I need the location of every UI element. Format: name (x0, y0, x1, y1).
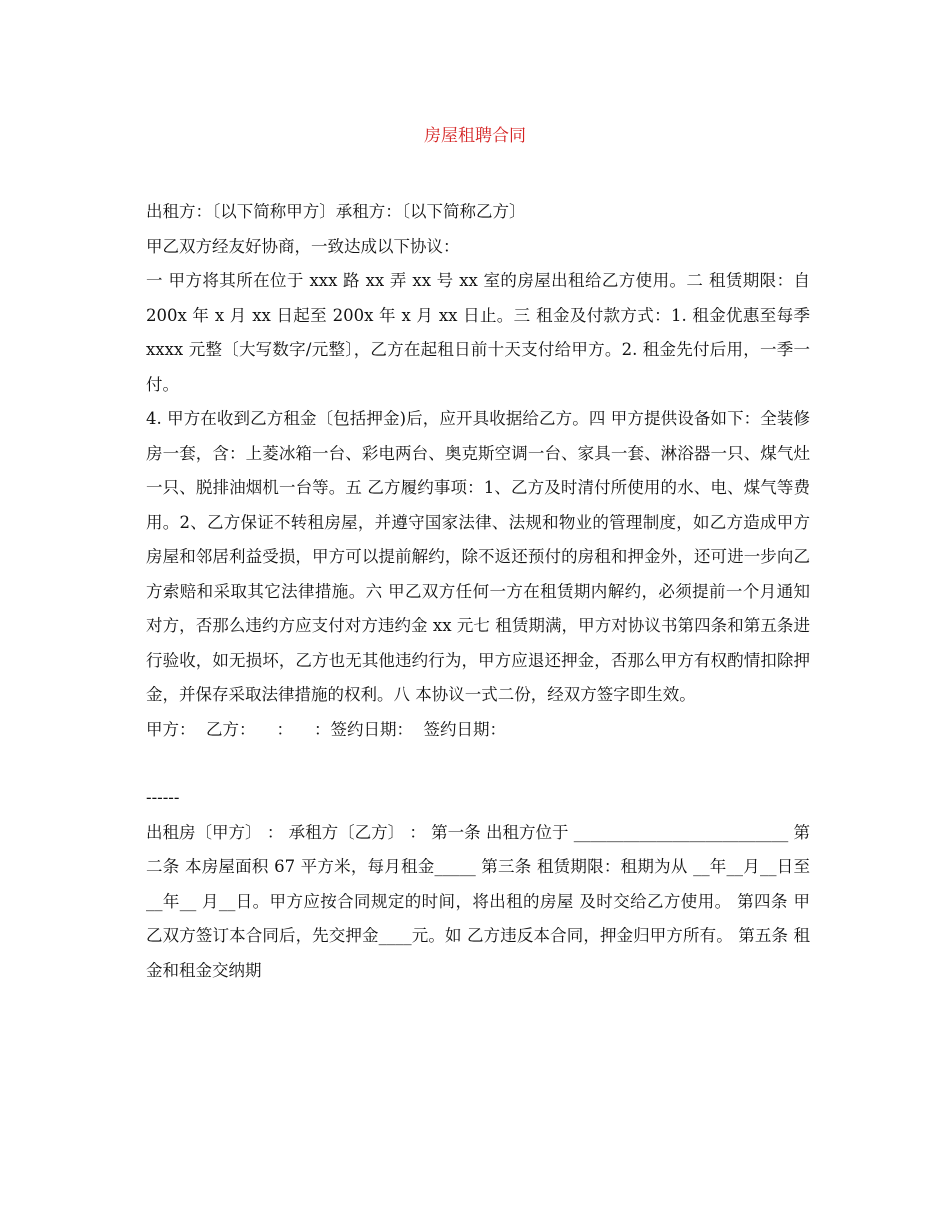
clauses-paragraph-2: 4. 甲方在收到乙方租金〔包括押金)后，应开具收据给乙方。四 甲方提供设备如下：全装修房一套，含：上菱冰箱一台、彩电两台、奥克斯空调一台、家具一套、淋浴器一只、煤气灶一只、脱排油烟机一台等。五 乙方履约事项：1、乙方及时清付所使用的水、电、煤气等费用。2、乙方保证不转租房屋，并遵守国家法律、法规和物业的管理制度，如乙方造成甲方房屋和邻居利益受损，甲方可以提前解约，除不返还预付的房租和押金外，还可进一步向乙方索赔和采取其它法律措施。六 甲乙双方任何一方在租赁期内解约，必须提前一个月通知对方，否那么违约方应支付对方违约金 xx 元七 租赁期满，甲方对协议书第四条和第五条进行验收，如无损坏，乙方也无其他违约行为，甲方应退还押金，否那么甲方有权酌情扣除押金，并保存采取法律措施的权利。八 本协议一式二份，经双方签字即生效。 (146, 409, 810, 704)
section-gap (146, 747, 810, 781)
contract-b-paragraph: 出租房〔甲方〕 ： 承租方〔乙方〕 ： 第一条 出租方位于 __________________________ 第二条 本房屋面积 67 平方米，每月租金_____ 第三条 租赁期限：租期为从 __年__月__日至__年__ 月__日。甲方应按合同规定的时间，将出租的房屋 及时交给乙方使用。 第四条 甲乙双方签订本合同后，先交押金____元。如 乙方违反本合同，押金归甲方所有。 第五条 租金和租金交纳期 (146, 822, 810, 980)
document-title: 房屋租聘合同 (424, 126, 526, 146)
intro-line: 甲乙双方经友好协商，一致达成以下协议： (146, 236, 460, 256)
clauses-paragraph-1: 一 甲方将其所在位于 xxx 路 xx 弄 xx 号 xx 室的房屋出租给乙方使用。二 租赁期限：自 200x 年 x 月 xx 日起至 200x 年 x 月 xx 日止。三 租金及付款方式：1. 租金优惠至每季 xxxx 元整〔大写数字/元整〕，乙方在起租日前十天支付给甲方。2. 租金先付后用，一季一付。 (146, 271, 810, 394)
section-divider: ------ (146, 788, 180, 807)
signature-line: 甲方： 乙方： ： ：签约日期： 签约日期： (146, 719, 506, 739)
parties-line: 出租方：〔以下简称甲方〕承租方：〔以下简称乙方〕 (146, 202, 526, 221)
contract-a (146, 195, 810, 988)
